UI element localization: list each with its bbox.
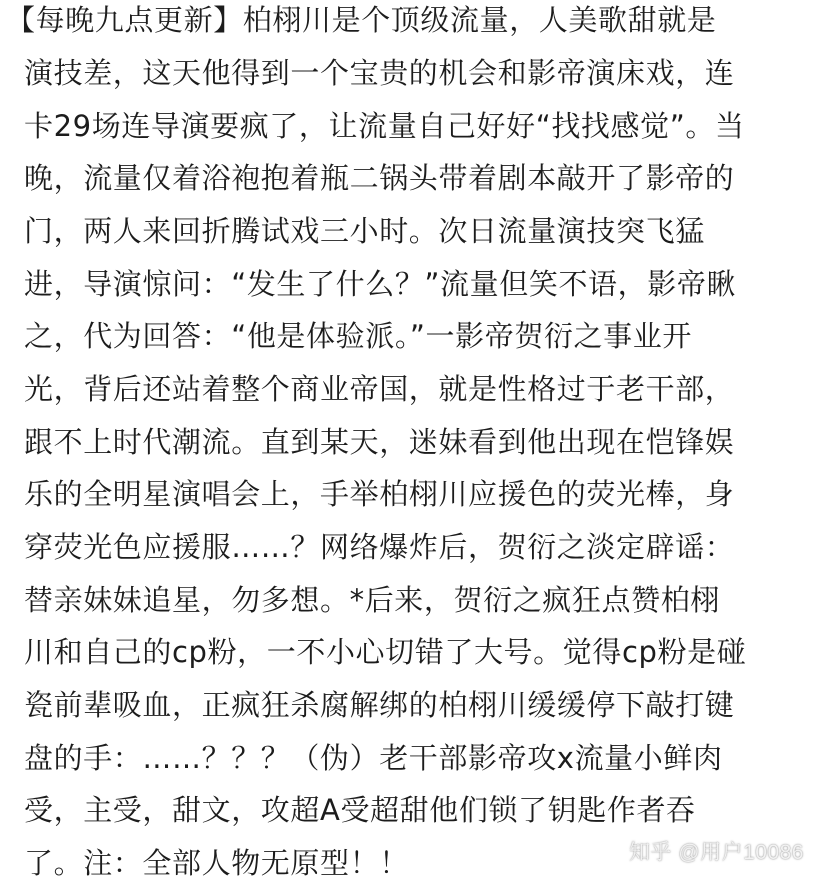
text-line: 【每晚九点更新】柏栩川是个顶级流量，人美歌甜就是 (6, 3, 717, 37)
text-line: 进，导演惊问：“发生了什么？”流量但笑不语，影帝瞅 (24, 267, 737, 301)
text-line: 替亲妹妹追星，勿多想。*后来，贺衍之疯狂点赞柏栩 (24, 583, 720, 617)
text-line: 了。注：全部人物无原型！！ (24, 846, 409, 880)
text-line: 光，背后还站着整个商业帝国，就是性格过于老干部， (24, 372, 735, 406)
text-line: 跟不上时代潮流。直到某天，迷妹看到他出现在恺锋娱 (24, 425, 735, 459)
text-line: 演技差，这天他得到一个宝贵的机会和影帝演床戏，连 (24, 56, 735, 90)
text-line: 卡29场连导演要疯了，让流量自己好好“找找感觉”。当 (24, 109, 745, 143)
text-line: 晚，流量仅着浴袍抱着瓶二锅头带着剧本敲开了影帝的 (24, 161, 735, 195)
text-line: 穿荧光色应援服……？网络爆炸后，贺衍之淡定辟谣： (24, 530, 735, 564)
text-line: 门，两人来回折腾试戏三小时。次日流量演技突飞猛 (24, 214, 705, 248)
text-line: 盘的手：……？？？（伪）老干部影帝攻x流量小鲜肉 (24, 741, 723, 775)
text-line: 瓷前辈吸血，正疯狂杀腐解绑的柏栩川缓缓停下敲打键 (24, 688, 735, 722)
text-line: 之，代为回答：“他是体验派。”一影帝贺衍之事业开 (24, 319, 692, 353)
text-line: 受，主受，甜文，攻超A受超甜他们锁了钥匙作者吞 (24, 793, 696, 827)
watermark: 知乎 @用户10086 (628, 841, 804, 864)
text-line: 乐的全明星演唱会上，手举柏栩川应援色的荧光棒，身 (24, 477, 735, 511)
text-line: 川和自己的cp粉，一不小心切错了大号。觉得cp粉是碰 (24, 635, 747, 669)
